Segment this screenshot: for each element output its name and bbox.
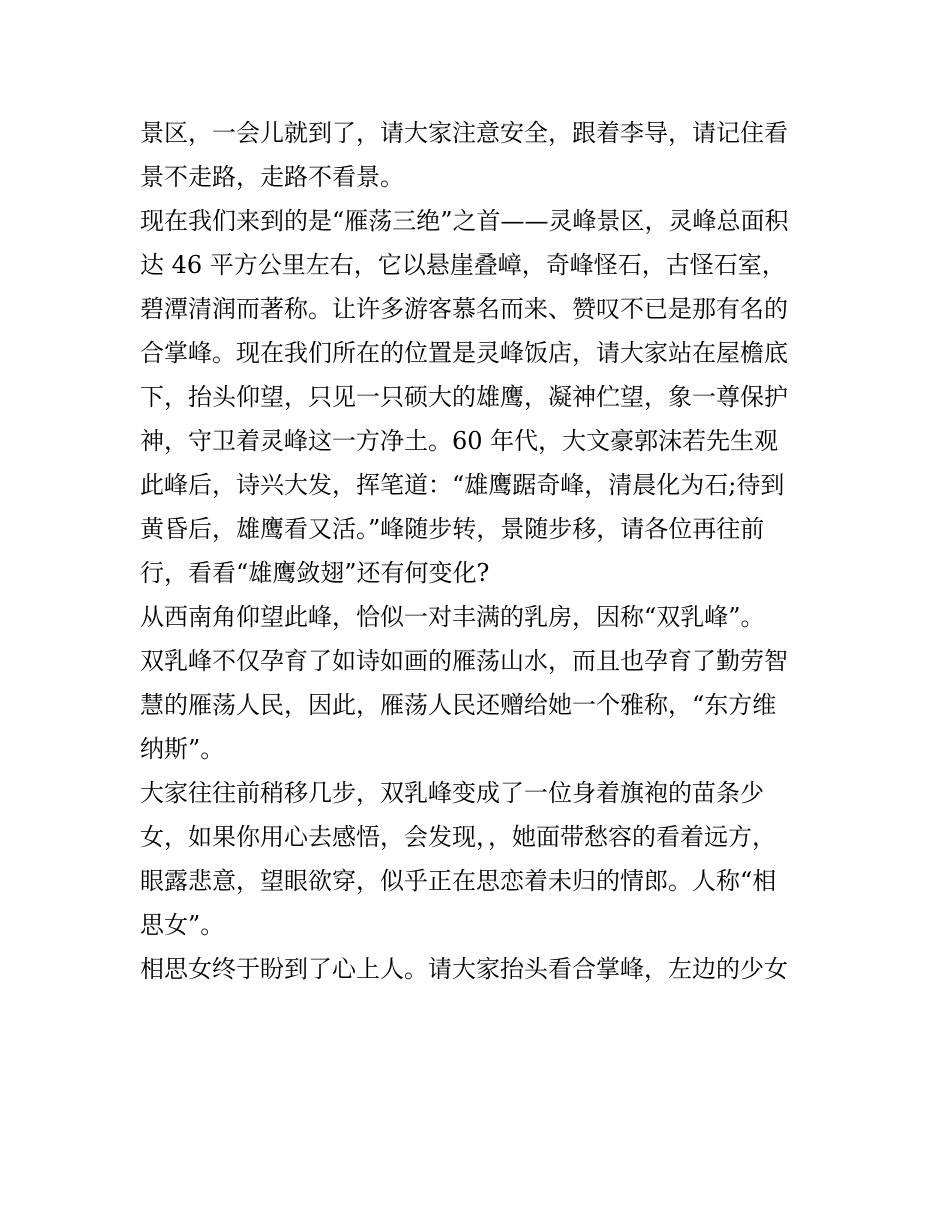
body-text [140, 111, 820, 991]
text-line: 思女”。 [140, 911, 225, 939]
text-line: 女，如果你用心去感悟，会发现，，她面带愁容的看着远方， [140, 823, 776, 851]
text-line: 达 46 平方公里左右，它以悬崖叠嶂，奇峰怪石，古怪石室， [140, 251, 786, 279]
text-line: 碧潭清润而著称。让许多游客慕名而来、赞叹不已是那有名的 [140, 295, 788, 323]
text-line: 合掌峰。现在我们所在的位置是灵峰饭店，请大家站在屋檐底 [140, 339, 788, 367]
text-line: 神，守卫着灵峰这一方净土。60 年代，大文豪郭沫若先生观 [140, 427, 779, 455]
text-line: 大家往往前稍移几步，双乳峰变成了一位身着旗袍的苗条少 [140, 779, 764, 807]
text-line: 从西南角仰望此峰，恰似一对丰满的乳房，因称“双乳峰”。 [140, 603, 765, 631]
text-line: 下，抬头仰望，只见一只硕大的雄鹰，凝神伫望，象一尊保护 [140, 383, 788, 411]
text-line: 慧的雁荡人民，因此，雁荡人民还赠给她一个雅称，“东方维 [140, 691, 777, 719]
text-line: 眼露悲意，望眼欲穿，似乎正在思恋着未归的情郎。人称“相 [140, 867, 777, 895]
text-line: 现在我们来到的是“雁荡三绝”之首——灵峰景区，灵峰总面积 [140, 207, 789, 235]
text-line: 黄昏后，雄鹰看又活。”峰随步转，景随步移，请各位再往前 [140, 515, 765, 543]
text-line: 景不走路，走路不看景。 [140, 163, 404, 191]
text-line: 此峰后，诗兴大发，挥笔道：“雄鹰踞奇峰，清晨化为石;待到 [140, 471, 785, 499]
text-line: 行，看看“雄鹰敛翅”还有何变化? [140, 559, 490, 587]
text-line: 双乳峰不仅孕育了如诗如画的雁荡山水，而且也孕育了勤劳智 [140, 647, 788, 675]
text-line: 相思女终于盼到了心上人。请大家抬头看合掌峰，左边的少女 [140, 955, 788, 983]
text-line: 景区，一会儿就到了，请大家注意安全，跟着李导，请记住看 [140, 119, 788, 147]
text-line: 纳斯”。 [140, 735, 225, 763]
